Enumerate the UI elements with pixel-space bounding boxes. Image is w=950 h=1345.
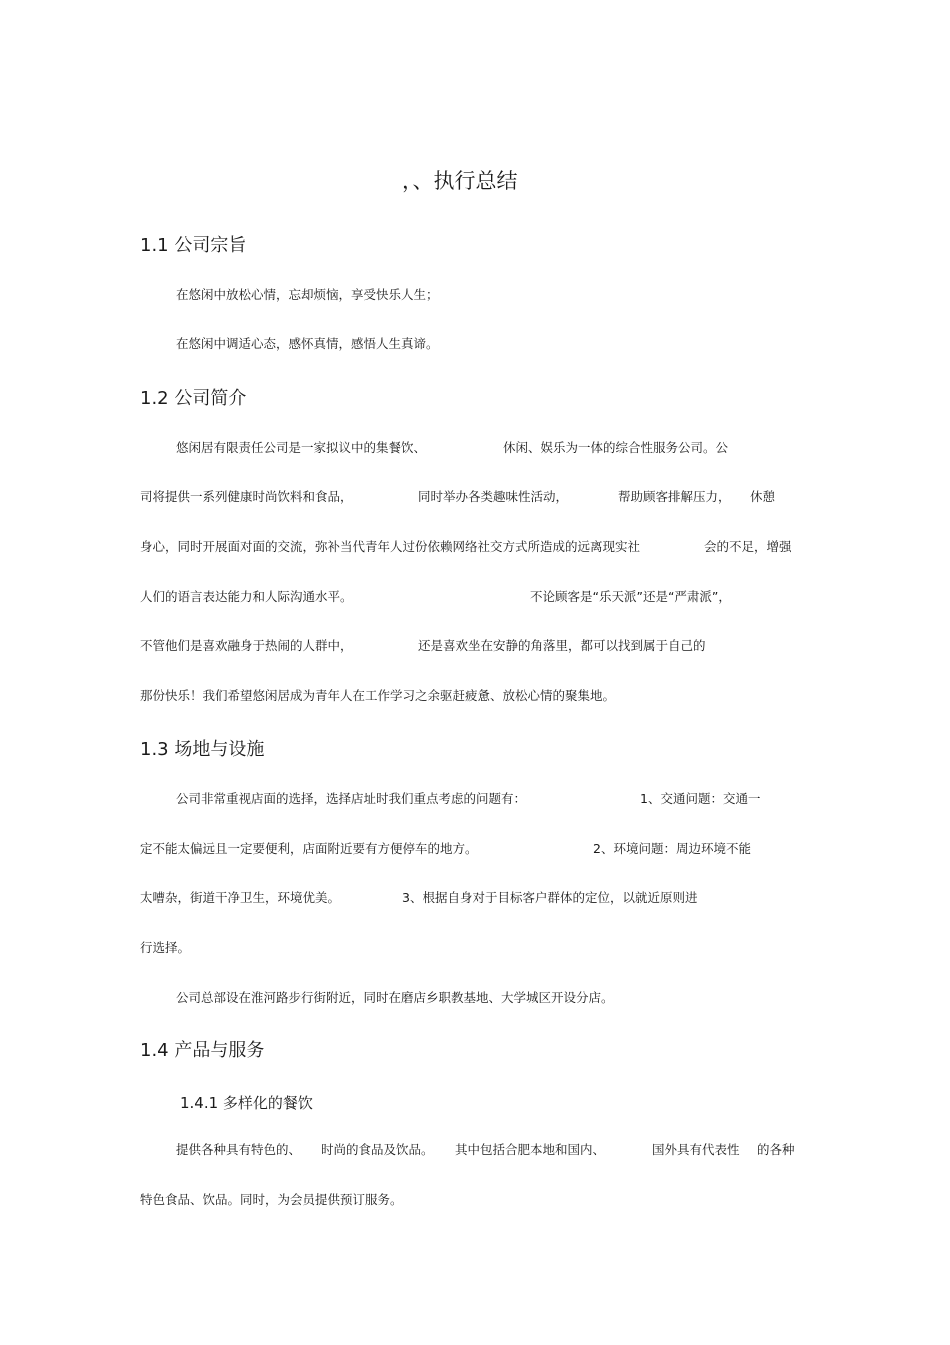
paragraph-fragment: 2、环境问题：周边环境不能 (593, 841, 751, 856)
paragraph-fragment: 那份快乐！我们希望悠闲居成为青年人在工作学习之余驱赶疲惫、放松心情的聚集地。 (140, 688, 616, 703)
paragraph-fragment: 人们的语言表达能力和人际沟通水平。 (140, 589, 353, 604)
paragraph-fragment: 同时举办各类趣味性活动， (418, 489, 569, 504)
page-title: ，、执行总结 (402, 169, 518, 193)
section-heading-1-3: 1.3 场地与设施 (140, 739, 265, 760)
paragraph-fragment: 休闲、娱乐为一体的综合性服务公司。公 (503, 440, 729, 455)
paragraph-fragment: 休憩 (750, 489, 776, 504)
paragraph-fragment: 公司非常重视店面的选择，选择店址时我们重点考虑的问题有： (176, 791, 527, 806)
paragraph-fragment: 国外具有代表性 (652, 1142, 740, 1157)
paragraph-line: 在悠闲中调适心态，感怀真情，感悟人生真谛。 (176, 336, 439, 351)
paragraph-fragment: 太嘈杂，街道干净卫生，环境优美。 (140, 890, 341, 905)
section-heading-1-1: 1.1 公司宗旨 (140, 235, 247, 256)
paragraph-fragment: 其中包括合肥本地和国内、 (455, 1142, 606, 1157)
paragraph-fragment: 会的不足，增强 (704, 539, 792, 554)
paragraph-fragment: 不论顾客是“乐天派”还是“严肃派”， (530, 589, 731, 604)
paragraph-fragment: 的各种 (757, 1142, 795, 1157)
paragraph-fragment: 特色食品、饮品。同时，为会员提供预订服务。 (140, 1192, 403, 1207)
section-heading-1-2: 1.2 公司简介 (140, 388, 247, 409)
paragraph-fragment: 1、交通问题：交通一 (640, 791, 761, 806)
paragraph-fragment: 不管他们是喜欢融身于热闹的人群中， (140, 638, 353, 653)
paragraph-fragment: 提供各种具有特色的、 (176, 1142, 302, 1157)
paragraph-fragment: 定不能太偏远且一定要便利，店面附近要有方便停车的地方。 (140, 841, 478, 856)
paragraph-fragment: 悠闲居有限责任公司是一家拟议中的集餐饮、 (176, 440, 427, 455)
paragraph-fragment: 还是喜欢坐在安静的角落里，都可以找到属于自己的 (418, 638, 706, 653)
section-heading-1-4: 1.4 产品与服务 (140, 1040, 265, 1061)
subsection-heading-1-4-1: 1.4.1 多样化的餐饮 (180, 1094, 313, 1112)
paragraph-line: 在悠闲中放松心情，忘却烦恼，享受快乐人生； (176, 287, 439, 302)
paragraph-fragment: 司将提供一系列健康时尚饮料和食品， (140, 489, 353, 504)
paragraph-fragment: 行选择。 (140, 940, 191, 955)
paragraph-fragment: 帮助顾客排解压力， (618, 489, 731, 504)
paragraph-fragment: 公司总部设在淮河路步行街附近，同时在磨店乡职教基地、大学城区开设分店。 (176, 990, 614, 1005)
paragraph-fragment: 3、根据自身对于目标客户群体的定位，以就近原则进 (402, 890, 698, 905)
paragraph-fragment: 身心，同时开展面对面的交流，弥补当代青年人过份依赖网络社交方式所造成的远离现实社 (140, 539, 641, 554)
paragraph-fragment: 时尚的食品及饮品。 (321, 1142, 434, 1157)
